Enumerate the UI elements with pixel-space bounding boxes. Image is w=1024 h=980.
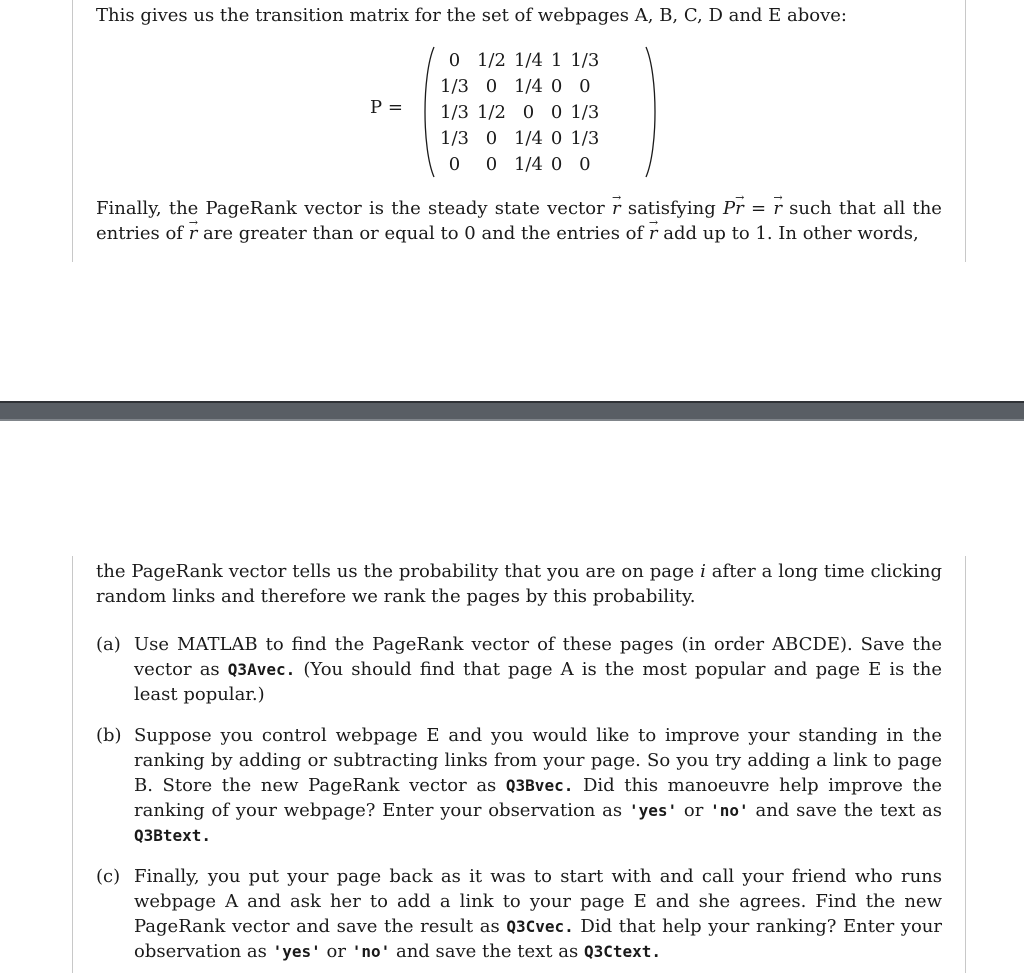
item-label: (a) xyxy=(96,634,121,655)
matrix-cell: 1/3 xyxy=(440,75,469,97)
finally-text-3: such that all the entries of xyxy=(96,198,942,244)
question-item-a xyxy=(96,632,942,707)
finally-text-2: satisfying xyxy=(627,198,716,219)
matrix-cell: 0 xyxy=(579,153,591,175)
item-text: and save the text as xyxy=(395,941,579,962)
item-text: Finally, you put your page back as it was to start with and call your friend who runs webpage A and ask her to add a link to your page E and she agrees. Find the new PageRank vector and save the result as xyxy=(134,866,942,937)
page-index-symbol: i xyxy=(700,561,706,582)
question-list xyxy=(96,632,942,980)
matrix-cell: 1/3 xyxy=(570,101,600,123)
matrix-row xyxy=(436,125,603,151)
item-body xyxy=(134,864,942,964)
item-text: and save the text as xyxy=(755,800,942,821)
matrix-cell: 0 xyxy=(522,101,535,123)
matrix-cell: 1/2 xyxy=(476,49,506,71)
matrix-cell: 0 xyxy=(485,75,498,97)
matrix-cell: 0 xyxy=(550,101,563,123)
vector-r-symbol: → r xyxy=(649,221,658,246)
cont-text-1: the PageRank vector tells us the probability that you are on page xyxy=(96,561,695,582)
matrix-cell: 1/3 xyxy=(570,127,600,149)
item-body xyxy=(134,632,942,707)
matrix-cell: 1/3 xyxy=(440,127,469,149)
matrix-cell: 1/4 xyxy=(513,153,543,175)
finally-text-1: Finally, the PageRank vector is the steady state vector xyxy=(96,198,605,219)
matrix-cell: 0 xyxy=(550,153,563,175)
finally-text-5: add up to 1. In other words, xyxy=(663,223,919,244)
item-body xyxy=(134,723,942,848)
intro-text: This gives us the transition matrix for the set of webpages A, B, C, D and E above: xyxy=(96,5,847,26)
variable-name: Q3Btext. xyxy=(134,826,212,845)
matrix-cell: 1 xyxy=(550,49,563,71)
matrix-row xyxy=(436,47,603,73)
question-item-b xyxy=(96,723,942,848)
page-separator xyxy=(0,401,1024,421)
matrix-cell: 0 xyxy=(579,75,591,97)
finally-paragraph xyxy=(96,196,942,246)
matrix-cell: 1/2 xyxy=(476,101,506,123)
finally-text-4: are greater than or equal to 0 and the entries of xyxy=(203,223,644,244)
item-text: Did that help your ranking? Enter your observation as xyxy=(134,916,942,962)
matrix-row xyxy=(436,99,603,125)
item-label: (b) xyxy=(96,725,122,746)
cont-text-2: after a long time clicking random links and therefore we rank the pages by this probability. xyxy=(96,561,942,607)
string-literal: 'no' xyxy=(710,801,749,820)
continuation-paragraph xyxy=(96,559,942,609)
matrix-table xyxy=(436,47,603,177)
eq-p-symbol: P xyxy=(722,198,736,219)
vector-r-symbol: → r xyxy=(735,196,744,221)
matrix-cell: 0 xyxy=(550,127,563,149)
matrix-row xyxy=(436,73,603,99)
variable-name: Q3Ctext. xyxy=(583,942,662,961)
matrix-cell: 0 xyxy=(550,75,563,97)
item-text: Use MATLAB to find the PageRank vector of these pages (in order ABCDE). Save the vector as xyxy=(134,634,942,680)
intro-paragraph xyxy=(96,3,942,28)
matrix-cell: 1/4 xyxy=(513,49,543,71)
matrix-cell: 0 xyxy=(448,153,461,175)
question-item-c xyxy=(96,864,942,964)
transition-matrix xyxy=(370,45,670,179)
matrix-cell: 0 xyxy=(485,127,498,149)
item-text: Suppose you control webpage E and you would like to improve your standing in the ranking by adding or subtracting links from your page. So you try adding a link to page B. Store the new PageRank vector as xyxy=(134,725,942,796)
string-literal: 'no' xyxy=(351,942,391,961)
variable-name: Q3Bvec. xyxy=(505,776,574,795)
matrix-label: P = xyxy=(370,97,403,118)
vector-r-symbol: → r xyxy=(612,196,621,221)
item-text: or xyxy=(326,941,346,962)
string-literal: 'yes' xyxy=(272,942,321,961)
string-literal: 'yes' xyxy=(628,801,678,820)
vector-r-symbol: → r xyxy=(189,221,198,246)
variable-name: Q3Cvec. xyxy=(506,917,574,936)
matrix-cell: 0 xyxy=(448,49,461,71)
vector-r-symbol: → r xyxy=(773,196,782,221)
item-label: (c) xyxy=(96,866,121,887)
eq-sign: = xyxy=(750,198,767,219)
matrix-row xyxy=(436,151,603,177)
matrix-cell: 1/4 xyxy=(513,75,543,97)
matrix-cell: 0 xyxy=(485,153,498,175)
matrix-cell: 1/3 xyxy=(440,101,469,123)
variable-name: Q3Avec. xyxy=(227,660,296,679)
item-text: Did this manoeuvre help improve the ranking of your webpage? Enter your observation as xyxy=(134,775,942,821)
matrix-cell: 1/4 xyxy=(513,127,543,149)
item-text: or xyxy=(683,800,704,821)
matrix-cell: 1/3 xyxy=(570,49,600,71)
item-text: (You should find that page A is the most popular and page E is the least popular.) xyxy=(134,659,942,705)
